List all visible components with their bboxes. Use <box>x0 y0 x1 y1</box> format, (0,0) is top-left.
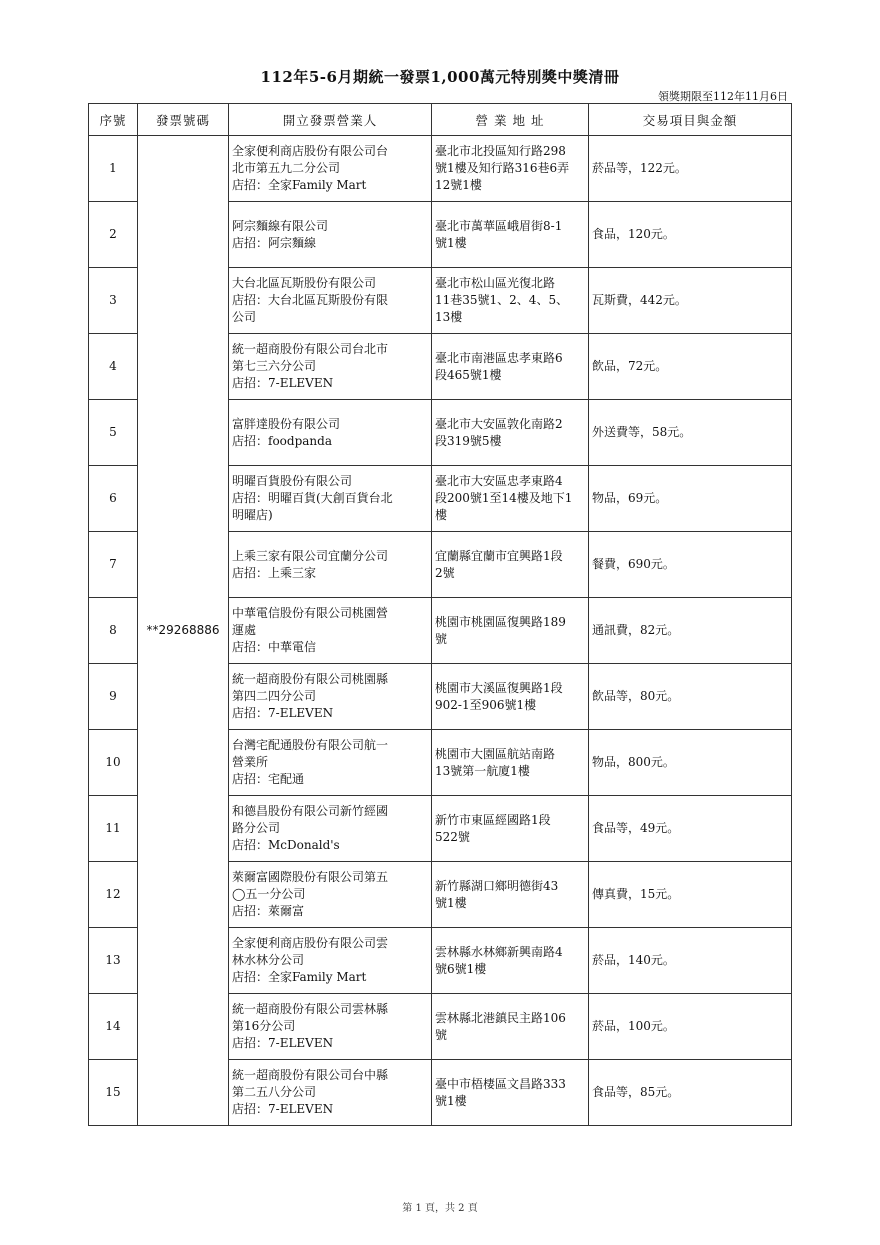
table-header-row <box>89 104 792 136</box>
row-vendor: 和德昌股份有限公司新竹經國 路分公司 店招：McDonald's <box>229 796 432 862</box>
row-seq: 5 <box>89 400 138 466</box>
row-seq: 7 <box>89 532 138 598</box>
row-address: 新竹縣湖口鄉明德街43 號1樓 <box>432 862 589 928</box>
row-item: 傳真費，15元。 <box>589 862 792 928</box>
winners-table <box>88 103 792 1126</box>
row-seq: 13 <box>89 928 138 994</box>
row-item: 外送費等，58元。 <box>589 400 792 466</box>
header-vendor: 開立發票營業人 <box>229 104 432 136</box>
header-seq: 序號 <box>89 104 138 136</box>
row-vendor: 大台北區瓦斯股份有限公司 店招：大台北區瓦斯股份有限 公司 <box>229 268 432 334</box>
row-address: 雲林縣北港鎮民主路106 號 <box>432 994 589 1060</box>
row-item: 飲品等，80元。 <box>589 664 792 730</box>
row-address: 臺北市松山區光復北路 11巷35號1、2、4、5、 13樓 <box>432 268 589 334</box>
row-item: 菸品，100元。 <box>589 994 792 1060</box>
row-vendor: 阿宗麵線有限公司 店招：阿宗麵線 <box>229 202 432 268</box>
row-vendor: 上乘三家有限公司宜蘭分公司 店招：上乘三家 <box>229 532 432 598</box>
row-seq: 6 <box>89 466 138 532</box>
row-address: 臺北市北投區知行路298 號1樓及知行路316巷6弄 12號1樓 <box>432 136 589 202</box>
header-address: 營 業 地 址 <box>432 104 589 136</box>
document-title: 112年5-6月期統一發票1,000萬元特別獎中獎清冊 <box>260 68 620 86</box>
row-address: 宜蘭縣宜蘭市宜興路1段 2號 <box>432 532 589 598</box>
header-item: 交易項目與金額 <box>589 104 792 136</box>
row-vendor: 明曜百貨股份有限公司 店招：明曜百貨(大創百貨台北 明曜店) <box>229 466 432 532</box>
table-row <box>89 136 792 202</box>
row-vendor: 統一超商股份有限公司桃園縣 第四二四分公司 店招：7-ELEVEN <box>229 664 432 730</box>
row-vendor: 中華電信股份有限公司桃園營 運處 店招：中華電信 <box>229 598 432 664</box>
row-seq: 11 <box>89 796 138 862</box>
row-vendor: 全家便利商店股份有限公司雲 林水林分公司 店招：全家Family Mart <box>229 928 432 994</box>
row-item: 食品等，49元。 <box>589 796 792 862</box>
row-vendor: 萊爾富國際股份有限公司第五 ◯五一分公司 店招：萊爾富 <box>229 862 432 928</box>
row-address: 桃園市大溪區復興路1段 902-1至906號1樓 <box>432 664 589 730</box>
row-item: 食品等，85元。 <box>589 1060 792 1126</box>
row-seq: 15 <box>89 1060 138 1126</box>
row-item: 物品，69元。 <box>589 466 792 532</box>
row-address: 雲林縣水林鄉新興南路4 號6號1樓 <box>432 928 589 994</box>
row-address: 臺北市大安區忠孝東路4 段200號1至14樓及地下1 樓 <box>432 466 589 532</box>
row-address: 新竹市東區經國路1段 522號 <box>432 796 589 862</box>
row-address: 臺北市大安區敦化南路2 段319號5樓 <box>432 400 589 466</box>
row-address: 臺北市南港區忠孝東路6 段465號1樓 <box>432 334 589 400</box>
row-item: 通訊費，82元。 <box>589 598 792 664</box>
row-item: 食品，120元。 <box>589 202 792 268</box>
row-vendor: 富胖達股份有限公司 店招：foodpanda <box>229 400 432 466</box>
header-invoice: 發票號碼 <box>138 104 229 136</box>
row-seq: 9 <box>89 664 138 730</box>
page-footer: 第 1 頁，共 2 頁 <box>402 1203 478 1214</box>
claim-deadline: 領獎期限至112年11月6日 <box>658 90 788 103</box>
row-vendor: 統一超商股份有限公司雲林縣 第16分公司 店招：7-ELEVEN <box>229 994 432 1060</box>
row-address: 臺北市萬華區峨眉街8-1 號1樓 <box>432 202 589 268</box>
row-vendor: 台灣宅配通股份有限公司航一 營業所 店招：宅配通 <box>229 730 432 796</box>
row-address: 桃園市大園區航站南路 13號第一航廈1樓 <box>432 730 589 796</box>
row-vendor: 統一超商股份有限公司台中縣 第二五八分公司 店招：7-ELEVEN <box>229 1060 432 1126</box>
row-seq: 8 <box>89 598 138 664</box>
row-item: 飲品，72元。 <box>589 334 792 400</box>
row-vendor: 全家便利商店股份有限公司台 北市第五九二分公司 店招：全家Family Mart <box>229 136 432 202</box>
row-address: 桃園市桃園區復興路189 號 <box>432 598 589 664</box>
row-address: 臺中市梧棲區文昌路333 號1樓 <box>432 1060 589 1126</box>
row-seq: 3 <box>89 268 138 334</box>
row-seq: 10 <box>89 730 138 796</box>
row-vendor: 統一超商股份有限公司台北市 第七三六分公司 店招：7-ELEVEN <box>229 334 432 400</box>
row-item: 菸品等，122元。 <box>589 136 792 202</box>
row-item: 餐費，690元。 <box>589 532 792 598</box>
invoice-number: **29268886 <box>138 136 229 1126</box>
row-seq: 2 <box>89 202 138 268</box>
row-seq: 12 <box>89 862 138 928</box>
row-seq: 1 <box>89 136 138 202</box>
row-item: 瓦斯費，442元。 <box>589 268 792 334</box>
row-item: 物品，800元。 <box>589 730 792 796</box>
row-seq: 4 <box>89 334 138 400</box>
row-seq: 14 <box>89 994 138 1060</box>
row-item: 菸品，140元。 <box>589 928 792 994</box>
